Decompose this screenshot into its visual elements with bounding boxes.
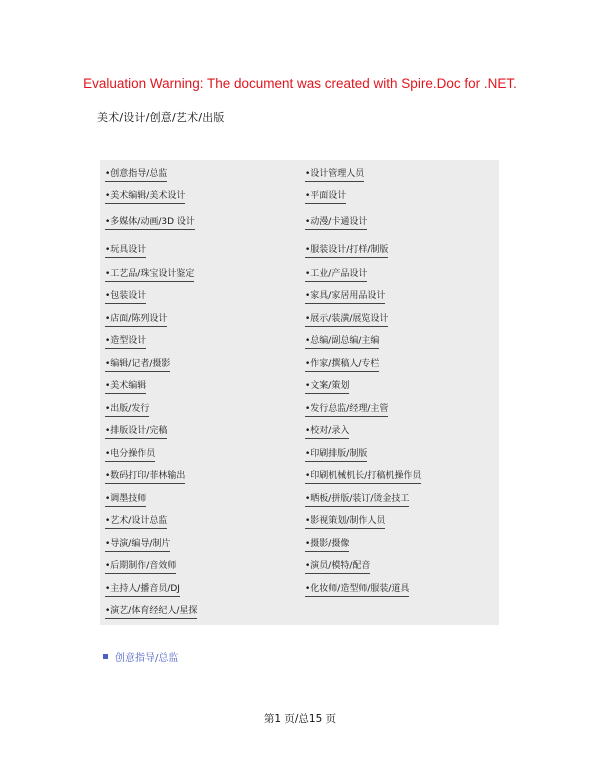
table-cell-right [301,164,499,186]
category-link[interactable]: •演艺/体育经纪人/星探 [105,606,197,619]
category-link[interactable]: •化妆师/造型师/服装/道具 [305,584,409,597]
category-link[interactable]: •展示/装潢/展览设计 [305,314,388,327]
document-title: 美术/设计/创意/艺术/出版 [97,111,225,124]
category-link[interactable]: •发行总监/经理/主管 [305,404,388,417]
table-cell-left [100,354,301,376]
category-link[interactable]: •影视策划/制作人员 [305,516,385,529]
table-cell-left [100,286,301,309]
category-link[interactable]: •演员/模特/配音 [305,561,370,574]
category-link[interactable]: •晒板/拼版/装订/烫金技工 [305,494,409,507]
table-cell-left [100,164,301,186]
table-cell-right [301,511,499,534]
table-cell-right [301,399,499,421]
category-link[interactable]: •印刷机械机长/打稿机操作员 [305,471,421,484]
table-cell-left [100,466,301,489]
category-link[interactable]: •编辑/记者/摄影 [105,359,170,372]
table-cell-left [100,421,301,444]
table-cell-left [100,489,301,511]
evaluation-warning: Evaluation Warning: The document was created with Spire.Doc for .NET. [83,76,517,91]
table-cell-left [100,601,301,624]
category-link[interactable]: •平面设计 [305,191,346,204]
category-link[interactable]: •校对/录入 [305,426,349,439]
category-table [100,160,499,625]
category-link[interactable]: •包装设计 [105,291,146,304]
table-cell-right [301,331,499,354]
category-link[interactable]: •作家/撰稿人/专栏 [305,359,379,372]
table-cell-left [100,534,301,556]
category-link[interactable]: •美术编辑 [105,381,146,394]
table-cell-right [301,579,499,601]
bullet-list-item [103,649,178,664]
table-cell-left [100,331,301,354]
table-cell-right [301,534,499,556]
table-cell-left [100,309,301,331]
category-link[interactable]: •后期制作/音效师 [105,561,176,574]
category-link[interactable]: •动漫/卡通设计 [305,217,367,230]
category-link[interactable]: •造型设计 [105,336,146,349]
table-cell-right [301,209,499,238]
page-footer: 第1 页/总15 页 [263,713,337,725]
table-cell-right [301,556,499,579]
table-cell-left [100,511,301,534]
category-link[interactable]: •设计管理人员 [305,169,364,182]
table-cell-left [100,186,301,209]
table-cell-left [100,264,301,286]
category-link[interactable]: •电分操作员 [105,449,155,462]
table-cell-right [301,601,499,624]
category-link[interactable]: •店面/陈列设计 [105,314,167,327]
category-link[interactable]: •总编/副总编/主编 [305,336,379,349]
square-bullet-icon [103,654,108,659]
table-cell-right [301,376,499,399]
category-link[interactable]: •摄影/摄像 [305,539,349,552]
table-cell-right [301,444,499,466]
table-cell-right [301,466,499,489]
category-link[interactable]: •服装设计/打样/制版 [305,245,388,258]
table-cell-right [301,238,499,264]
category-link[interactable]: •家具/家居用品设计 [305,291,385,304]
category-link[interactable]: •数码打印/菲林输出 [105,471,185,484]
table-cell-right [301,264,499,286]
table-cell-right [301,489,499,511]
category-link[interactable]: •工艺品/珠宝设计鉴定 [105,269,194,282]
category-link[interactable]: •工业/产品设计 [305,269,367,282]
category-link[interactable]: •出版/发行 [105,404,149,417]
table-cell-right [301,421,499,444]
table-cell-left [100,209,301,238]
category-link[interactable]: •艺术/设计总监 [105,516,167,529]
category-link[interactable]: •导演/编导/制片 [105,539,170,552]
table-cell-left [100,444,301,466]
table-cell-left [100,376,301,399]
category-link[interactable]: •多媒体/动画/3D 设计 [105,217,195,230]
table-cell-left [100,399,301,421]
bullet-item-text[interactable]: 创意指导/总监 [115,653,179,664]
table-cell-right [301,309,499,331]
table-cell-left [100,556,301,579]
table-cell-right [301,354,499,376]
category-link[interactable]: •文案/策划 [305,381,349,394]
category-link[interactable]: •排版设计/完稿 [105,426,167,439]
category-link[interactable]: •创意指导/总监 [105,169,167,182]
table-cell-right [301,286,499,309]
table-cell-left [100,579,301,601]
table-cell-left [100,238,301,264]
category-link[interactable]: •玩具设计 [105,245,146,258]
category-link[interactable]: •主持人/播音员/DJ [105,584,180,597]
category-link[interactable]: •美术编辑/美术设计 [105,191,185,204]
table-cell-right [301,186,499,209]
category-link[interactable]: •调墨技师 [105,494,146,507]
category-link[interactable]: •印刷排版/制版 [305,449,367,462]
